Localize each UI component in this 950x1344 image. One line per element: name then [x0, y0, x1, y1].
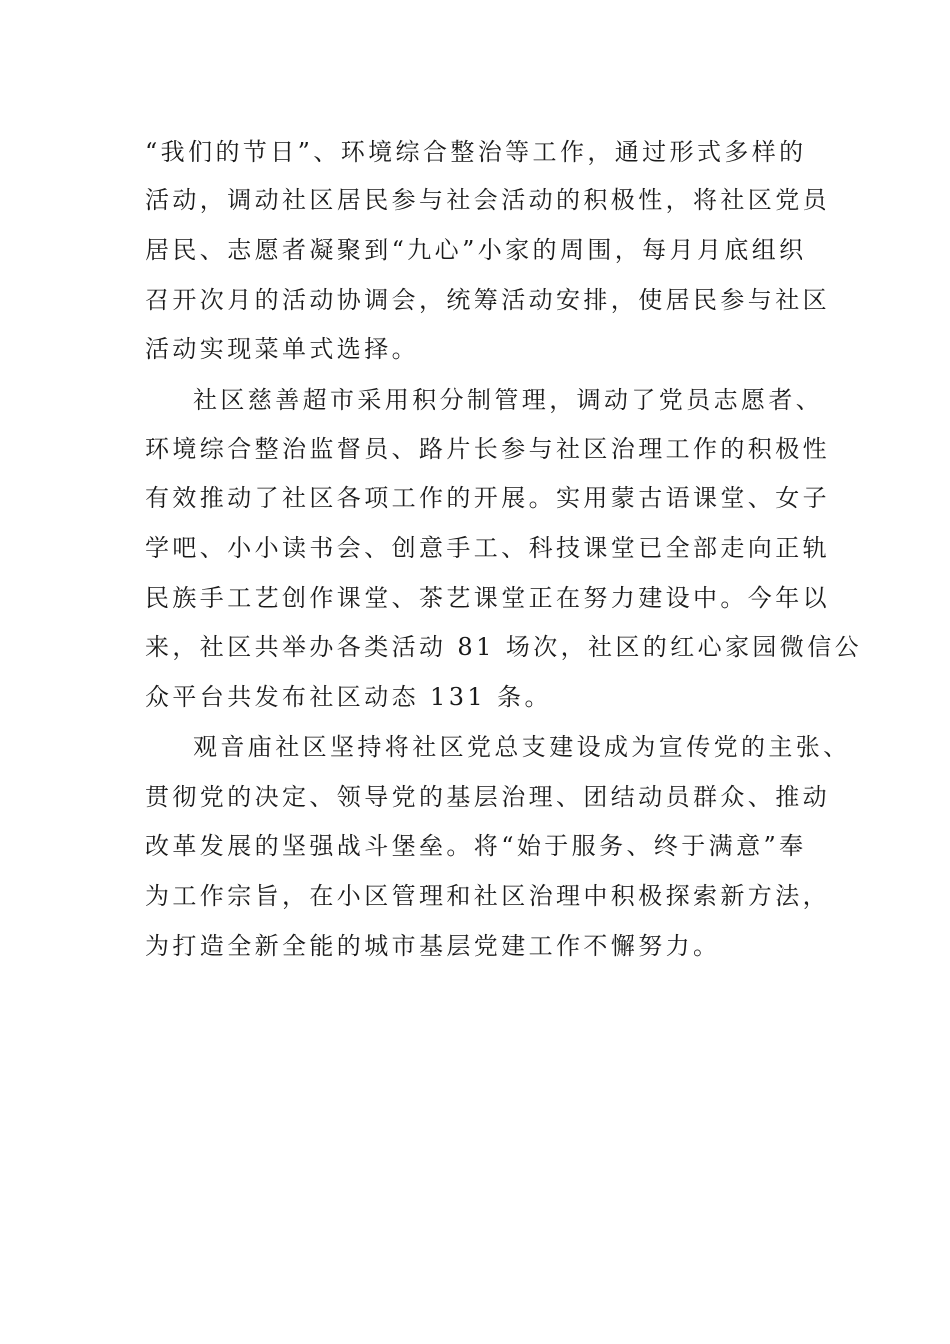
- text-line: 有效推动了社区各项工作的开展。实用蒙古语课堂、女子: [145, 484, 830, 512]
- text-line: 环境综合整治监督员、路片长参与社区治理工作的积极性: [145, 435, 830, 463]
- text-line: 为打造全新全能的城市基层党建工作不懈努力。: [145, 932, 721, 960]
- text-line: 学吧、小小读书会、创意手工、科技课堂已全部走向正轨: [145, 534, 830, 562]
- text-line: 活动实现菜单式选择。: [145, 335, 419, 363]
- text-line: 众平台共发布社区动态 131 条。: [145, 683, 552, 711]
- text-line: 观音庙社区坚持将社区党总支建设成为宣传党的主张、: [193, 733, 851, 761]
- text-line: “我们的节日”、环境综合整治等工作，通过形式多样的: [145, 138, 807, 166]
- text-line: 民族手工艺创作课堂、茶艺课堂正在努力建设中。今年以: [145, 584, 830, 612]
- text-line: 为工作宗旨，在小区管理和社区治理中积极探索新方法，: [145, 882, 830, 910]
- text-line: 社区慈善超市采用积分制管理，调动了党员志愿者、: [193, 386, 824, 414]
- text-line: 召开次月的活动协调会，统筹活动安排，使居民参与社区: [145, 286, 830, 314]
- text-line: 贯彻党的决定、领导党的基层治理、团结动员群众、推动: [145, 783, 830, 811]
- text-line: 居民、志愿者凝聚到“九心”小家的周围，每月月底组织: [145, 236, 807, 264]
- text-line: 活动，调动社区居民参与社会活动的积极性，将社区党员: [145, 186, 830, 214]
- text-line: 改革发展的坚强战斗堡垒。将“始于服务、终于满意”奉: [145, 832, 807, 860]
- text-line: 来，社区共举办各类活动 81 场次，社区的红心家园微信公: [145, 633, 862, 661]
